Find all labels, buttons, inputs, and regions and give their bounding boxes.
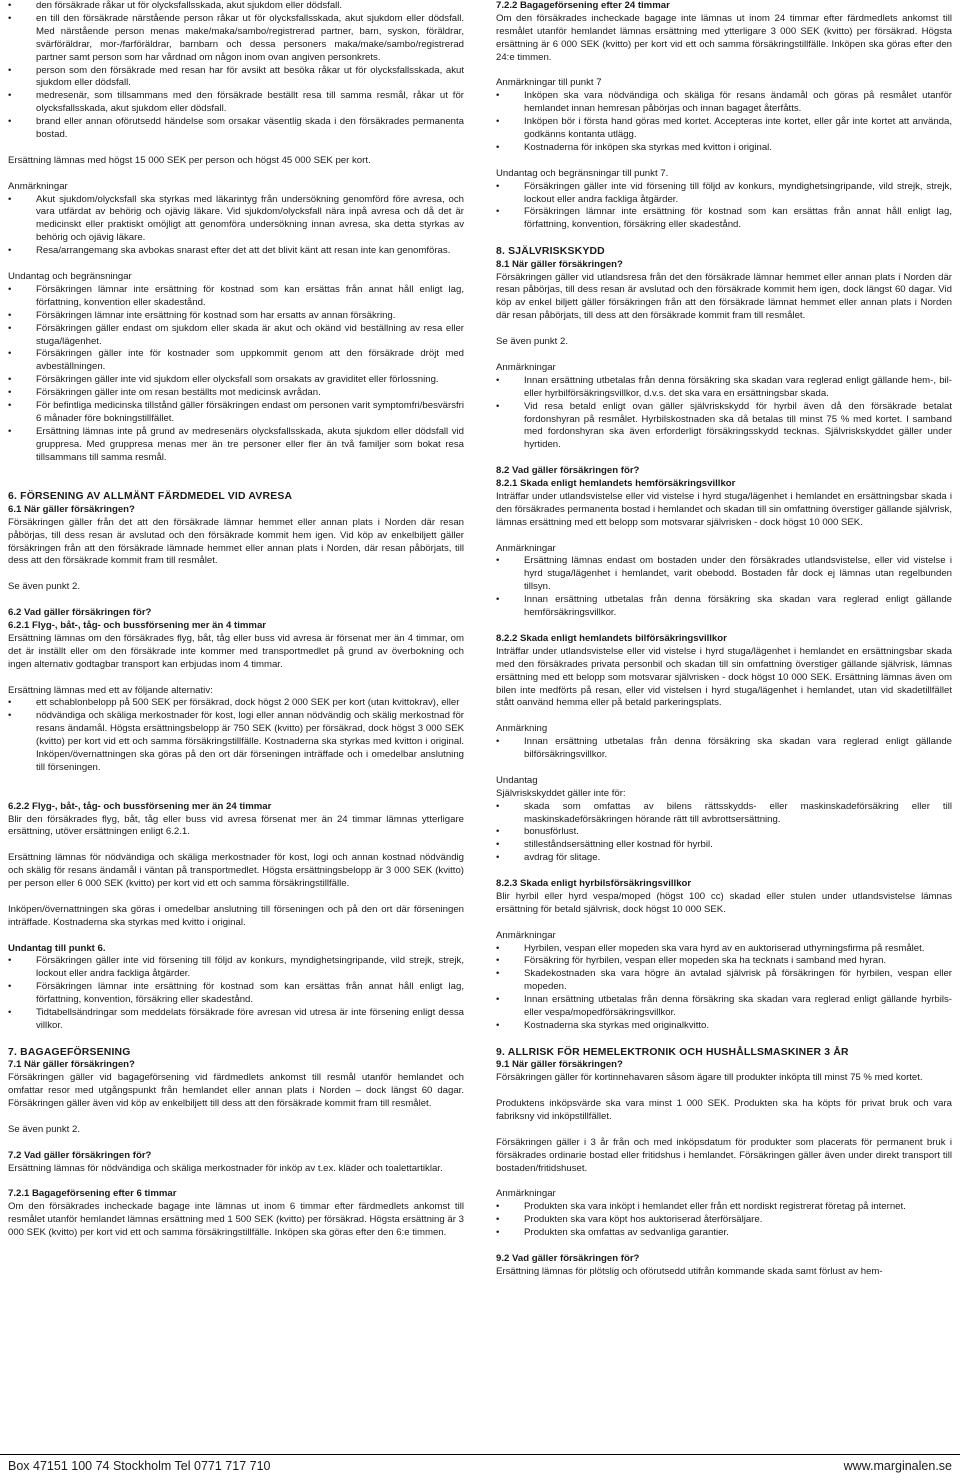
list-item: • Produkten ska omfattas av sedvanliga garantier. <box>496 1227 952 1240</box>
section-6-1-text: Försäkringen gäller från det att den försäkrade lämnar hemmet eller annan plats i Norden där resan påbörjas, till dess resan är avslutad och den försäkrade kommit hem igen. Vid köp av enkelbiljett gäller försäkringen från att den försäkrade lämnade hemmet eller annan plats i Norden, där resan påbörjats, till dess att den försäkrade kommit fram till resmålet. <box>8 516 464 567</box>
section-9-2-title: 9.2 Vad gäller försäkringen för? <box>496 1252 640 1264</box>
remarks-8-2-2-list <box>496 736 952 762</box>
list-item: • Ersättning lämnas inte på grund av medresenärs olycksfallsskada, akuta sjukdom eller dödsfall vid gruppresa. Med gruppresa menas mer än tre personer eller fler än två familjer som bokat resa tillsammans till samma resmål. <box>8 426 464 465</box>
remarks-8-2-1-label: Anmärkningar <box>496 542 556 554</box>
list-item: • bonusförlust. <box>496 826 952 839</box>
section-8-2-3-title: 8.2.3 Skada enligt hyrbilsförsäkringsvillkor <box>496 878 692 890</box>
list-item: • Kostnaderna ska styrkas med originalkvitto. <box>496 1020 952 1033</box>
remarks-8-2-2-label: Anmärkning <box>496 723 548 735</box>
list-item: • Försäkringen gäller inte vid försening till följd av konkurs, myndighetsingripande, vild strejk, strejk, lockout eller andra fackliga åtgärder. <box>8 955 464 981</box>
section-6-2-2-title: 6.2.2 Flyg-, båt-, tåg- och bussförsening mer än 24 timmar <box>8 800 272 812</box>
remarks-list <box>8 194 464 259</box>
exceptions-8-2-2-list <box>496 801 952 866</box>
list-item: • Försäkring för hyrbilen, vespan eller mopeden ska ha tecknats i samband med hyran. <box>496 955 952 968</box>
remarks-8-2-1-list <box>496 555 952 620</box>
list-item: • Innan ersättning utbetalas från denna försäkring ska skadan vara reglerad enligt gällande hyrbils-eller vespa/mopedförsäkringsvillkor. <box>496 994 952 1020</box>
section-8-2-1-title: 8.2.1 Skada enligt hemlandets hemförsäkringsvillkor <box>496 478 736 490</box>
exceptions-6-list <box>8 955 464 1032</box>
list-item: • Försäkringen gäller inte vid sjukdom eller olycksfall som orsakats av graviditet eller förlossning. <box>8 374 464 387</box>
remarks-8-2-3-label: Anmärkningar <box>496 929 556 941</box>
section-6-2-2-text: Blir den försäkrades flyg, båt, tåg eller buss vid avresa försenat mer än 24 timmar lämnas ytterligare ersättning, utöver ersättningen enligt 6.2.1. <box>8 813 464 838</box>
section-7-2-2-text: Om den försäkrades incheckade bagage inte lämnas ut inom 24 timmar efter färdmedlets ankomst till resmålet utanför hemlandet lämnas ersättning med ytterligare 3 000 SEK (kvitto) per försäkrad. Högsta ersättning är 6 000 SEK (kvitto) per kort vid ett och samma försäkringstillfälle. Inköpen ska göras efter den 24:e timmen. <box>496 12 952 63</box>
list-item: • Försäkringen gäller inte vid försening till följd av konkurs, myndighetsingripande, vild strejk, strejk, lockout eller andra fackliga åtgärder. <box>496 181 952 207</box>
list-item: • Tidtabellsändringar som meddelats försäkrade före avresan vid utresa är inte försening enligt dessa villkor. <box>8 1007 464 1033</box>
section-6-2-title: 6.2 Vad gäller försäkringen för? <box>8 607 152 619</box>
list-item: • Försäkringen lämnar inte ersättning för kostnad som kan ersättas från annat håll enligt lag, författning, konvention, försäkring eller skadestånd. <box>496 206 952 232</box>
list-item: • ett schablonbelopp på 500 SEK per försäkrad, dock högst 2 000 SEK per kort (utan kvittokrav), eller <box>8 697 464 710</box>
list-item: • Produkten ska vara köpt hos auktoriserad återförsäljare. <box>496 1214 952 1227</box>
list-item: • brand eller annan oförutsedd händelse som orsakar väsentlig skada i den försäkrades permanenta bostad. <box>8 116 464 142</box>
section-6-title: 6. FÖRSENING AV ALLMÄNT FÄRDMEDEL VID AVRESA <box>8 491 293 503</box>
section-6-2-1-title: 6.2.1 Flyg-, båt-, tåg- och bussförsening mer än 4 timmar <box>8 619 267 631</box>
left-column <box>8 0 464 1240</box>
section-8-title: 8. SJÄLVRISKSKYDD <box>496 246 605 258</box>
section-8-1-title: 8.1 När gäller försäkringen? <box>496 258 623 270</box>
list-item: • stilleståndsersättning eller kostnad för hyrbil. <box>496 839 952 852</box>
section-7-2-1-text: Om den försäkrades incheckade bagage inte lämnas ut inom 6 timmar efter färdmedlets ankomst till resmålet utanför hemlandet lämnas ersättning med 1 500 SEK (kvitto) per försäkrad. Högsta ersättning är 3 000 SEK (kvitto) per kort vid ett och samma försäkringstillfälle. Inköpen ska göras efter den 6:e timmen. <box>8 1201 464 1239</box>
list-item: • Akut sjukdom/olycksfall ska styrkas med läkarintyg från undersökning genomförd före avresa, och vara utfärdat av behörig och ojävig läkare. Vid sjukdom/olycksfall nära inpå avresa och då det är medicinskt eller praktiskt omöjligt att genomföra undersökning innan avresa, ska detta styrkas av behörig och ojävig läkare. <box>8 194 464 246</box>
list-item: • Inköpen ska vara nödvändiga och skäliga för resans ändamål och göras på resmålet utanför hemlandet innan hemresan påbörjas och innan bagaget återfåtts. <box>496 90 952 116</box>
section-6-2-2-text2: Ersättning lämnas för nödvändiga och skäliga merkostnader för kost, logi och annan kostnad nödvändig och skälig för resans ändamål i väntan på transportmedlet. Högsta ersättningsbelopp är 3 000 SEK (kvitto) per person eller 6 000 SEK (kvitto) per kort vid ett och samma försäkringstillfälle. <box>8 852 464 890</box>
list-item: • Innan ersättning utbetalas från denna försäkring ska skadan vara reglerad enligt gällande bilförsäkringsvillkor. <box>496 736 952 762</box>
section-9-2-text: Ersättning lämnas för plötslig och oförutsedd utifrån kommande skada samt förlust av hem- <box>496 1265 883 1277</box>
section-8-2-title: 8.2 Vad gäller försäkringen för? <box>496 465 640 477</box>
remarks-8-list <box>496 375 952 452</box>
list-item: • Innan ersättning utbetalas från denna försäkring ska skadan vara reglerad enligt gällande hem-, bil- eller hyrbilförsäkringsvillkor, d.v.s. det ska vara en ersättningsbar skada. <box>496 375 952 401</box>
list-item: • medresenär, som tillsammans med den försäkrade beställt resa till samma resmål, råkar ut för olycksfallsskada, akut sjukdom eller dödsfall. <box>8 90 464 116</box>
section-8-2-2-text: Inträffar under utlandsvistelse eller vid vistelse i hyrd stuga/lägenhet i hemlandet en ersättningsbar skada med den försäkrades privata personbil och skadan till sin omfattning överstiger gällande självrisk, lämnas ersättning med ett belopp som motsvarar självrisken - dock högst 10 000 SEK. Ersättning lämnas även om bilen inte medförts på resan, eller vid vistelsen i hyrd stuga/lägenhet i hemlandet, utan vid skadetillfället stått oanvänd hemma eller på betald parkeringsplats. <box>496 645 952 709</box>
remarks-7-label: Anmärkningar till punkt 7 <box>496 77 602 89</box>
section-7-2-title: 7.2 Vad gäller försäkringen för? <box>8 1149 152 1161</box>
section-7-1-title: 7.1 När gäller försäkringen? <box>8 1059 135 1071</box>
section-9-1-text3: Försäkringen gäller i 3 år från och med inköpsdatum för produkter som placerats för permanent bruk i försäkrades ordinarie bostad eller fritidshus i hemlandet. Försäkringen gäller även under direkt transport till bostaden/fritidshuset. <box>496 1136 952 1174</box>
list-item: • Innan ersättning utbetalas från denna försäkring ska skadan vara reglerad enligt gällande hemförsäkringsvillkor. <box>496 594 952 620</box>
list-item: • Försäkringen lämnar inte ersättning för kostnad som har ersatts av annan försäkring. <box>8 310 464 323</box>
section-7-2-text: Ersättning lämnas för nödvändiga och skäliga merkostnader för inköp av t.ex. kläder och toalettartiklar. <box>8 1162 443 1174</box>
section-6-2-1-alt-intro: Ersättning lämnas med ett av följande alternativ: <box>8 684 213 696</box>
list-item: • Skadekostnaden ska vara högre än avtalad självrisk på försäkringen för hyrbilen, vespan eller mopeden. <box>496 968 952 994</box>
footer-divider <box>0 1454 960 1455</box>
section-6-2-1-text: Ersättning lämnas om den försäkrades flyg, båt, tåg eller buss vid avresa är försenat mer än 4 timmar, om det är inställt eller om den försäkrade inte kommer med transportmedlet på grund av överbokning och ingen alternativ godtagbar transport kan erbjudas inom 4 timmar. <box>8 632 464 670</box>
remarks-7-list <box>496 90 952 155</box>
section-7-1-see: Se även punkt 2. <box>8 1123 81 1135</box>
list-item: • Resa/arrangemang ska avbokas snarast efter det att det blivit känt att resan inte kan genomföras. <box>8 245 464 258</box>
section-8-2-1-text: Inträffar under utlandsvistelse eller vid vistelse i hyrd stuga/lägenhet i hemlandet en ersättningsbar skada i den försäkrades permanenta bostad i hemlandet och skadan till sin omfattning överstiger gällande självrisk, lämnas ersättning med ett belopp som motsvarar självrisken - dock högst 10 000 SEK. <box>496 490 952 528</box>
list-item: • För befintliga medicinska tillstånd gäller försäkringen endast om personen varit symptomfri/besvärsfri 6 månader före bokningstillfället. <box>8 400 464 426</box>
list-item: • Kostnaderna för inköpen ska styrkas med kvitton i original. <box>496 142 952 155</box>
remarks-8-label: Anmärkningar <box>496 361 556 373</box>
remarks-9-list <box>496 1201 952 1240</box>
section-6-2-2-text3: Inköpen/övernattningen ska göras i omedelbar anslutning till förseningen och på den ort där förseningen inträffade. Kostnaderna ska styrkas med kvitto i original. <box>8 903 464 928</box>
section-8-1-text: Försäkringen gäller vid utlandsresa från det den försäkrade lämnar hemmet eller annan plats i Norden där resan påbörjas, till dess resan är avslutad och den försäkrade kommit hem igen, dock längst 60 dagar. Vid köp av enkel biljett gäller försäkringen från att den försäkrade lämnat hemmet eller annan plats i Norden där resan påbörjats, till dess att den försäkrade kommit fram till resmålet. <box>496 271 952 322</box>
exceptions-7-list <box>496 181 952 233</box>
section-6-1-see: Se även punkt 2. <box>8 581 81 593</box>
list-item: • avdrag för slitage. <box>496 852 952 865</box>
remarks-label: Anmärkningar <box>8 180 68 192</box>
list-item: • skada som omfattas av bilens rättsskydds- eller maskinskadeförsäkring eller till maskinskadeförsäkringen hörande rätt till avbrottsersättning. <box>496 801 952 827</box>
list-item: • Vid resa betald enligt ovan gäller självriskskydd för hyrbil även då den försäkrade betalat fordonshyran på resmålet. Hyrbilskostnaden ska då betalas till minst 75 % med kortet. I samband med fordonshyran ska även erforderligt försäkringsskydd tecknas. Självriskskyddet gäller under hyrtiden. <box>496 401 952 453</box>
exceptions-7-label: Undantag och begränsningar till punkt 7. <box>496 167 669 179</box>
remarks-9-label: Anmärkningar <box>496 1188 556 1200</box>
section-9-1-text: Försäkringen gäller för kortinnehavaren såsom ägare till produkter inköpta till minst 75 % med kortet. <box>496 1072 923 1084</box>
exceptions-6-title: Undantag till punkt 6. <box>8 942 106 954</box>
section-9-title: 9. ALLRISK FÖR HEMELEKTRONIK OCH HUSHÅLLSMASKINER 3 ÅR <box>496 1046 849 1058</box>
exceptions-list <box>8 284 464 465</box>
footer-website[interactable]: www.marginalen.se <box>843 1459 952 1473</box>
bullet-list <box>8 0 464 142</box>
list-item: • person som den försäkrade med resan har för avsikt att besöka råkar ut för olycksfallsskada, akut sjukdom eller dödsfall. <box>8 65 464 91</box>
list-item: • Produkten ska vara inköpt i hemlandet eller från ett nordiskt registrerat företag på internet. <box>496 1201 952 1214</box>
section-9-1-title: 9.1 När gäller försäkringen? <box>496 1059 623 1071</box>
section-8-2-3-text: Blir hyrbil eller hyrd vespa/moped (högst 100 cc) skadad eller stulen under utlandsvistelse lämnas ersättning för betald självrisk, dock högst 10 000 SEK. <box>496 890 952 915</box>
list-item: • Försäkringen lämnar inte ersättning för kostnad som kan ersättas från annat håll enligt lag, författning, konvention, försäkring eller skadestånd. <box>8 981 464 1007</box>
section-7-2-2-title: 7.2.2 Bagageförsening efter 24 timmar <box>496 0 670 11</box>
exceptions-8-2-2-label: Undantag <box>496 774 538 786</box>
right-column <box>496 0 952 1279</box>
compensation-text: Ersättning lämnas med högst 15 000 SEK per person och högst 45 000 SEK per kort. <box>8 154 371 166</box>
section-8-1-see: Se även punkt 2. <box>496 336 569 348</box>
list-item: • Försäkringen gäller inte för kostnader som uppkommit genom att den försäkrade dröjt med avbeställningen. <box>8 348 464 374</box>
list-item: • Hyrbilen, vespan eller mopeden ska vara hyrd av en auktoriserad uthyrningsfirma på resmålet. <box>496 943 952 956</box>
list-item: • Inköpen bör i första hand göras med kortet. Accepteras inte kortet, eller går inte kortet att använda, godkänns kontanta utlägg. <box>496 116 952 142</box>
section-7-title: 7. BAGAGEFÖRSENING <box>8 1046 131 1058</box>
section-7-1-text: Försäkringen gäller vid bagageförsening vid färdmedlets ankomst till resmål utanför hemlandet och omfattar resor med utgångspunkt från hemlandet eller annan plats i Norden – dock längst 60 dagar. Försäkringen gäller även vid köp av enkelbiljett till dess att den försäkrade kommit fram till resmålet. <box>8 1072 464 1109</box>
section-7-2-1-title: 7.2.1 Bagageförsening efter 6 timmar <box>8 1188 177 1200</box>
footer <box>8 1459 952 1475</box>
list-item: • Försäkringen gäller inte om resan beställts mot medicinsk avrådan. <box>8 387 464 400</box>
list-item: • Försäkringen lämnar inte ersättning för kostnad som kan ersättas från annat håll enligt lag, författning, konvention eller skadestånd. <box>8 284 464 310</box>
list-item: • nödvändiga och skäliga merkostnader för kost, logi eller annan nödvändig och skälig merkostnad för resans ändamål. Högsta ersättningsbelopp är 750 SEK (kvitto) per försäkrad, dock högst 3 000 SEK (kvitto) per kort vid ett och samma försäkringstillfälle. Kostnaderna ska styrkas med kvitton i original. Inköpen/övernattningen ska göras på den ort där förseningen inträffade och i omedelbar anslutning till förseningen. <box>8 710 464 775</box>
list-item: • den försäkrade råkar ut för olycksfallsskada, akut sjukdom eller dödsfall. <box>8 0 464 13</box>
section-8-2-2-title: 8.2.2 Skada enligt hemlandets bilförsäkringsvillkor <box>496 632 727 644</box>
exceptions-label: Undantag och begränsningar <box>8 270 132 282</box>
remarks-8-2-3-list <box>496 943 952 1033</box>
list-item: • Försäkringen gäller endast om sjukdom eller skada är akut och okänd vid beställning av resa eller stuga/lägenhet. <box>8 323 464 349</box>
list-item: • Ersättning lämnas endast om bostaden under den försäkrades utlandsvistelse, eller vid vistelse i hyrd stuga/lägenhet i hemlandet, varit obebodd. Bostaden får dock ej lämnas utan regelbunden tillsyn. <box>496 555 952 594</box>
list-item: • en till den försäkrade närstående person råkar ut för olycksfallsskada, akut sjukdom eller dödsfall. Med närstående person menas make/maka/sambo/registrerad partner, barn, syskon, föräldrar, svärföräldrar, mor-/farföräldrar, barnbarn och dessa personers maka/make/sambo/registrerad partner samt person som har vårdnad om någon inom ovan angiven personkrets. <box>8 13 464 65</box>
alt-list <box>8 697 464 774</box>
exceptions-8-2-2-intro: Självriskskyddet gäller inte för: <box>496 787 626 799</box>
footer-address: Box 47151 100 74 Stockholm Tel 0771 717 710 <box>8 1459 271 1473</box>
section-6-1-title: 6.1 När gäller försäkringen? <box>8 503 135 515</box>
section-9-1-text2: Produktens inköpsvärde ska vara minst 1 000 SEK. Produkten ska ha köpts för privat bruk och vara fabriksny vid inköpstillfället. <box>496 1098 952 1122</box>
